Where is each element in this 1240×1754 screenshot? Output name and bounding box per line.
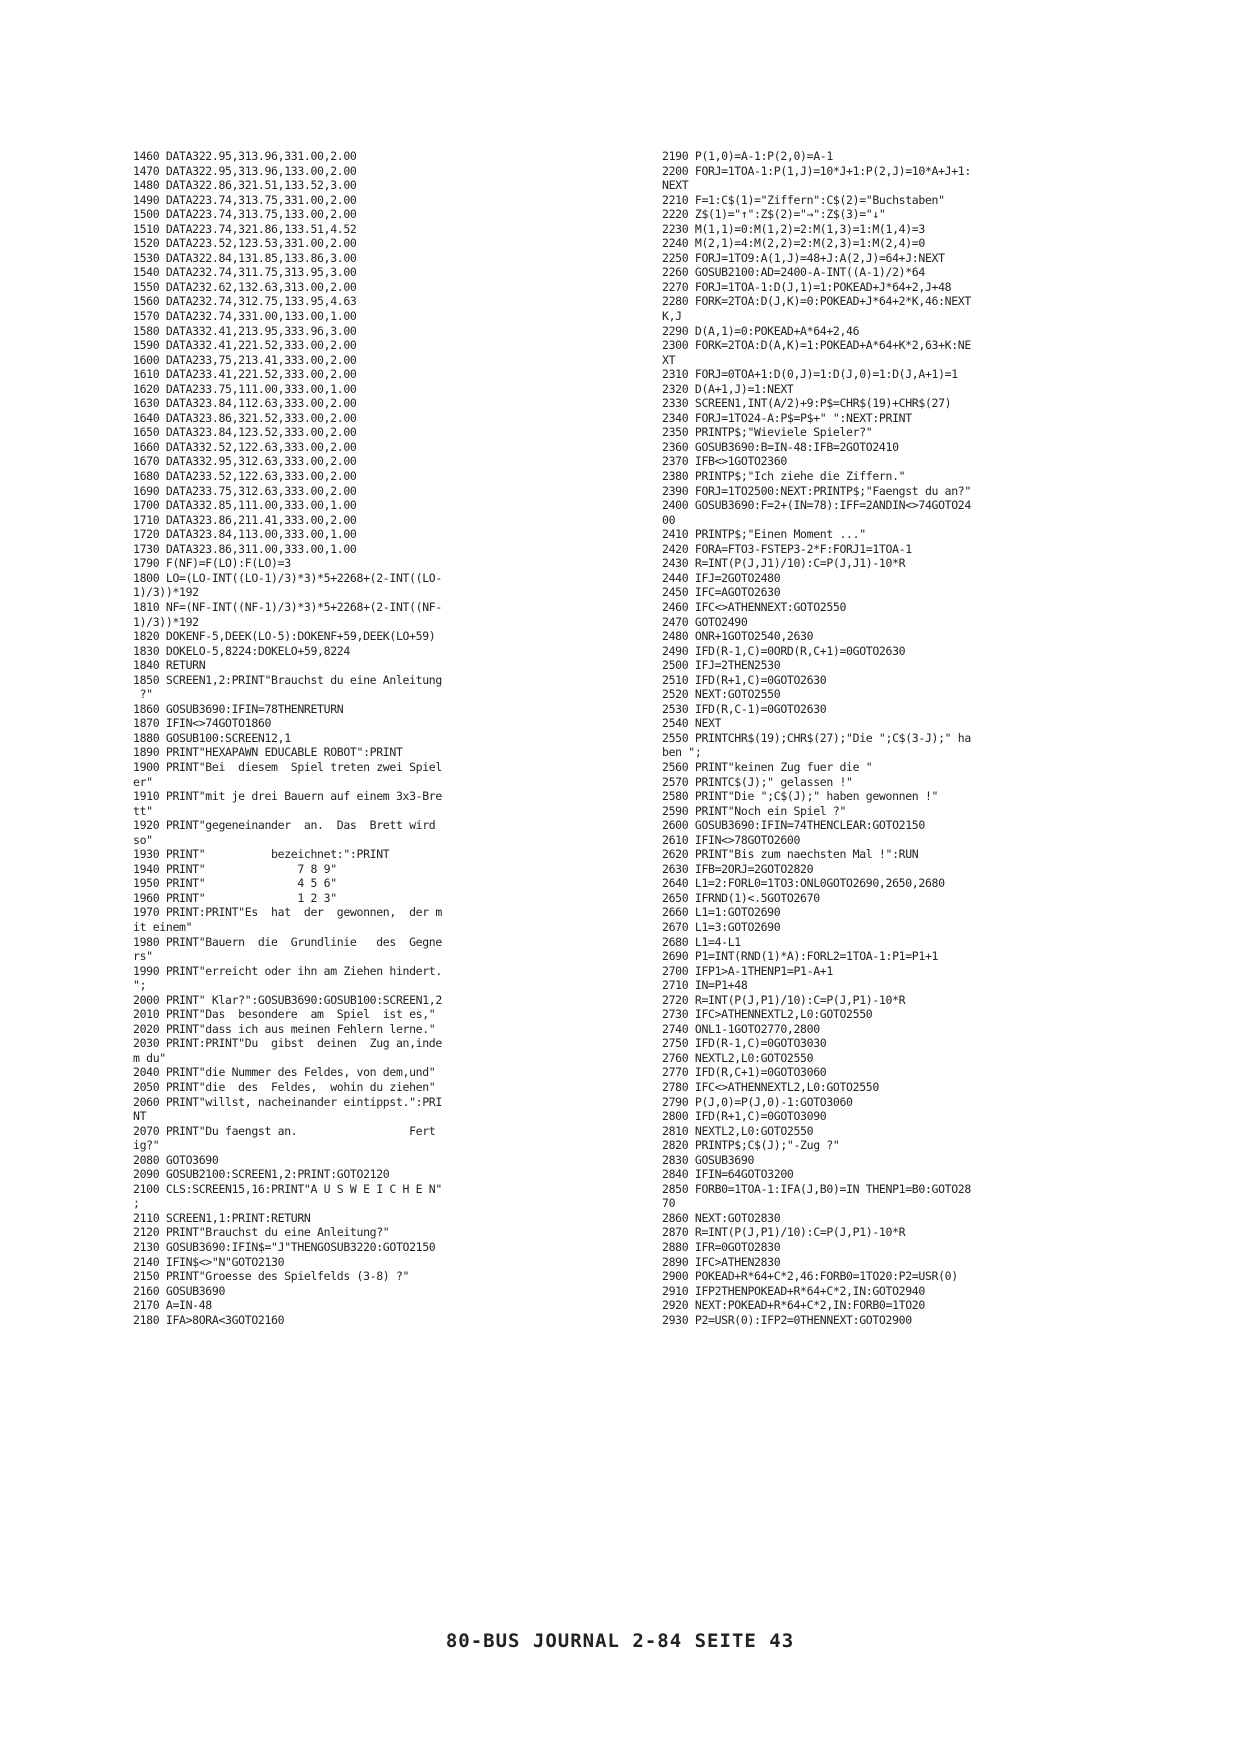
code-line: 1590 DATA332.41,221.52,333.00,2.00 <box>133 338 357 353</box>
code-line: 2890 IFC>ATHEN2830 <box>662 1254 781 1269</box>
code-line: 2030 PRINT:PRINT"Du gibst deinen Zug an,inde <box>133 1036 442 1051</box>
code-line: 2410 PRINTP$;"Einen Moment ..." <box>662 527 866 542</box>
code-line: 1720 DATA323.84,113.00,333.00,1.00 <box>133 527 357 542</box>
code-line: XT <box>662 352 676 367</box>
code-line: 2330 SCREEN1,INT(A/2)+9:P$=CHR$(19)+CHR$(27) <box>662 396 952 411</box>
code-line: 2000 PRINT" Klar?":GOSUB3690:GOSUB100:SCREEN1,2 <box>133 992 442 1007</box>
code-line: ig?" <box>133 1138 160 1153</box>
listing-right-column <box>662 149 1082 1327</box>
code-line: 1680 DATA233.52,122.63,333.00,2.00 <box>133 469 357 484</box>
code-line: 1810 NF=(NF-INT((NF-1)/3)*3)*5+2268+(2-INT((NF- <box>133 599 442 614</box>
code-line: 2780 IFC<>ATHENNEXTL2,L0:GOTO2550 <box>662 1080 879 1094</box>
code-line: 2450 IFC=AGOTO2630 <box>662 585 781 600</box>
code-line: 1470 DATA322.95,313.96,133.00,2.00 <box>133 163 357 178</box>
code-line: 2820 PRINTP$;C$(J);"-Zug ?" <box>662 1138 840 1153</box>
code-line: 70 <box>662 1196 676 1211</box>
code-line: 2600 GOSUB3690:IFIN=74THENCLEAR:GOTO2150 <box>662 818 925 833</box>
code-line: NEXT <box>662 178 689 193</box>
code-line: 1880 GOSUB100:SCREEN12,1 <box>133 730 291 745</box>
code-line: 1650 DATA323.84,123.52,333.00,2.00 <box>133 425 357 440</box>
code-line: 2740 ONL1-1GOTO2770,2800 <box>662 1021 820 1036</box>
code-line: 1710 DATA323.86,211.41,333.00,2.00 <box>133 512 357 527</box>
code-line: 2860 NEXT:GOTO2830 <box>662 1210 781 1225</box>
code-line: 1620 DATA233.75,111.00,333.00,1.00 <box>133 381 357 396</box>
code-line: 1570 DATA232.74,331.00,133.00,1.00 <box>133 309 357 324</box>
code-line: 2730 IFC>ATHENNEXTL2,L0:GOTO2550 <box>662 1007 873 1022</box>
code-line: 2710 IN=P1+48 <box>662 978 748 993</box>
code-line: 2700 IFP1>A-1THENP1=P1-A+1 <box>662 963 833 978</box>
code-line: 2770 IFD(R,C+1)=0GOTO3060 <box>662 1065 827 1080</box>
code-line: 2290 D(A,1)=0:POKEAD+A*64+2,46 <box>662 323 860 338</box>
code-line: 2540 NEXT <box>662 716 722 731</box>
code-line: 1670 DATA332.95,312.63,333.00,2.00 <box>133 454 357 469</box>
code-line: 1660 DATA332.52,122.63,333.00,2.00 <box>133 439 357 454</box>
code-line: 1830 DOKELO-5,8224:DOKELO+59,8224 <box>133 643 350 658</box>
code-line: 2380 PRINTP$;"Ich ziehe die Ziffern." <box>662 469 906 484</box>
code-line: 1920 PRINT"gegeneinander an. Das Brett wird <box>133 818 436 833</box>
code-line: 1500 DATA223.74,313.75,133.00,2.00 <box>133 207 357 222</box>
code-line: "; <box>133 978 147 993</box>
code-line: 1870 IFIN<>74GOTO1860 <box>133 716 272 731</box>
code-line: 2440 IFJ=2GOTO2480 <box>662 570 781 585</box>
code-line: 1980 PRINT"Bauern die Grundlinie des Gegne <box>133 934 442 949</box>
code-line: 1990 PRINT"erreicht oder ihn am Ziehen hindert. <box>133 963 442 978</box>
code-line: ?" <box>133 687 153 702</box>
code-line: K,J <box>662 309 682 324</box>
code-line: 2400 GOSUB3690:F=2+(IN=78):IFF=2ANDIN<>74GOTO24 <box>662 498 971 513</box>
code-line: 1900 PRINT"Bei diesem Spiel treten zwei Spiel <box>133 759 442 774</box>
code-line: 2930 P2=USR(0):IFP2=0THENNEXT:GOTO2900 <box>662 1312 912 1327</box>
code-line: 2490 IFD(R-1,C)=0ORD(R,C+1)=0GOTO2630 <box>662 643 906 658</box>
code-line: 2630 IFB=2ORJ=2GOTO2820 <box>662 861 814 876</box>
code-line: 2650 IFRND(1)<.5GOTO2670 <box>662 890 820 905</box>
code-line: 1800 LO=(LO-INT((LO-1)/3)*3)*5+2268+(2-INT((LO- <box>133 570 442 585</box>
code-line: 1460 DATA322.95,313.96,331.00,2.00 <box>133 149 357 163</box>
listing-left-column <box>133 149 553 1327</box>
code-line: 2670 L1=3:GOTO2690 <box>662 919 781 934</box>
code-line: 1510 DATA223.74,321.86,133.51,4.52 <box>133 221 357 236</box>
code-line: 2010 PRINT"Das besondere am Spiel ist es," <box>133 1007 436 1022</box>
code-line: 2360 GOSUB3690:B=IN-48:IFB=2GOTO2410 <box>662 439 899 454</box>
code-line: 2180 IFA>8ORA<3GOTO2160 <box>133 1312 285 1327</box>
code-line: 2100 CLS:SCREEN15,16:PRINT"A U S W E I C H E N" <box>133 1181 442 1196</box>
code-line: 2060 PRINT"willst, nacheinander eintippst.":PRI <box>133 1094 442 1109</box>
code-line: 2830 GOSUB3690 <box>662 1152 755 1167</box>
code-line: 2140 IFIN$<>"N"GOTO2130 <box>133 1254 285 1269</box>
code-line: 2170 A=IN-48 <box>133 1298 212 1313</box>
code-line: 1910 PRINT"mit je drei Bauern auf einem 3x3-Bre <box>133 789 442 804</box>
code-line: ben "; <box>662 745 702 760</box>
code-line: 00 <box>662 512 676 527</box>
code-line: er" <box>133 774 153 789</box>
code-line: 2160 GOSUB3690 <box>133 1283 226 1298</box>
code-line: 2200 FORJ=1TOA-1:P(1,J)=10*J+1:P(2,J)=10*A+J+1: <box>662 163 971 178</box>
code-line: 2720 R=INT(P(J,P1)/10):C=P(J,P1)-10*R <box>662 992 906 1007</box>
code-line: 1730 DATA323.86,311.00,333.00,1.00 <box>133 541 357 556</box>
code-line: 2460 IFC<>ATHENNEXT:GOTO2550 <box>662 599 847 614</box>
code-line: 2350 PRINTP$;"Wieviele Spieler?" <box>662 425 873 440</box>
code-line: 2920 NEXT:POKEAD+R*64+C*2,IN:FORB0=1TO20 <box>662 1298 925 1313</box>
code-line: rs" <box>133 949 153 964</box>
code-line: 2430 R=INT(P(J,J1)/10):C=P(J,J1)-10*R <box>662 556 906 571</box>
code-line: 2760 NEXTL2,L0:GOTO2550 <box>662 1050 814 1065</box>
code-line: 2560 PRINT"keinen Zug fuer die " <box>662 759 873 774</box>
code-line: 2150 PRINT"Groesse des Spielfelds (3-8) ?" <box>133 1269 410 1284</box>
code-line: 1690 DATA233.75,312.63,333.00,2.00 <box>133 483 357 498</box>
code-line: 1490 DATA223.74,313.75,331.00,2.00 <box>133 192 357 207</box>
code-line: 2260 GOSUB2100:AD=2400-A-INT((A-1)/2)*64 <box>662 265 925 280</box>
code-line: 1840 RETURN <box>133 658 206 673</box>
code-line: 1480 DATA322.86,321.51,133.52,3.00 <box>133 178 357 193</box>
code-line: 2050 PRINT"die des Feldes, wohin du ziehen" <box>133 1080 436 1094</box>
code-line: 2250 FORJ=1TO9:A(1,J)=48+J:A(2,J)=64+J:NEXT <box>662 250 945 265</box>
code-line: 2130 GOSUB3690:IFIN$="J"THENGOSUB3220:GOTO2150 <box>133 1240 436 1255</box>
code-line: 1950 PRINT" 4 5 6" <box>133 876 337 891</box>
code-line: 1610 DATA233.41,221.52,333.00,2.00 <box>133 367 357 382</box>
code-line: 1850 SCREEN1,2:PRINT"Brauchst du eine Anleitung <box>133 672 442 687</box>
code-line: 1860 GOSUB3690:IFIN=78THENRETURN <box>133 701 344 716</box>
code-line: so" <box>133 832 153 847</box>
code-line: 2750 IFD(R-1,C)=0GOTO3030 <box>662 1036 827 1051</box>
code-line: 2870 R=INT(P(J,P1)/10):C=P(J,P1)-10*R <box>662 1225 906 1240</box>
code-line: 2680 L1=4-L1 <box>662 934 741 949</box>
code-line: 2340 FORJ=1TO24-A:P$=P$+" ":NEXT:PRINT <box>662 410 912 425</box>
code-line: 1530 DATA322.84,131.85,133.86,3.00 <box>133 250 357 265</box>
code-line: 2300 FORK=2TOA:D(A,K)=1:POKEAD+A*64+K*2,63+K:NE <box>662 338 971 353</box>
code-line: 2620 PRINT"Bis zum naechsten Mal !":RUN <box>662 847 919 862</box>
code-line: 2790 P(J,0)=P(J,0)-1:GOTO3060 <box>662 1094 853 1109</box>
code-line: 1700 DATA332.85,111.00,333.00,1.00 <box>133 498 357 513</box>
code-line: 2240 M(2,1)=4:M(2,2)=2:M(2,3)=1:M(2,4)=0 <box>662 236 925 251</box>
page-footer: 80-BUS JOURNAL 2-84 SEITE 43 <box>445 1630 795 1652</box>
code-line: 1520 DATA223.52,123.53,331.00,2.00 <box>133 236 357 251</box>
code-line: 1640 DATA323.86,321.52,333.00,2.00 <box>133 410 357 425</box>
code-line: 1630 DATA323.84,112.63,333.00,2.00 <box>133 396 357 411</box>
code-line: 1970 PRINT:PRINT"Es hat der gewonnen, der m <box>133 905 442 920</box>
code-line: 1550 DATA232.62,132.63,313.00,2.00 <box>133 279 357 294</box>
code-line: 2660 L1=1:GOTO2690 <box>662 905 781 920</box>
code-line: 2110 SCREEN1,1:PRINT:RETURN <box>133 1210 311 1225</box>
code-line: 2190 P(1,0)=A-1:P(2,0)=A-1 <box>662 149 833 163</box>
code-line: 2900 POKEAD+R*64+C*2,46:FORB0=1TO20:P2=USR(0) <box>662 1269 958 1284</box>
code-line: 2230 M(1,1)=0:M(1,2)=2:M(1,3)=1:M(1,4)=3 <box>662 221 925 236</box>
code-line: 2210 F=1:C$(1)="Ziffern":C$(2)="Buchstaben" <box>662 192 945 207</box>
code-line: NT <box>133 1109 147 1124</box>
code-line: 2810 NEXTL2,L0:GOTO2550 <box>662 1123 814 1138</box>
code-line: 1580 DATA332.41,213.95,333.96,3.00 <box>133 323 357 338</box>
code-line: 2590 PRINT"Noch ein Spiel ?" <box>662 803 847 818</box>
code-line: ; <box>133 1196 140 1211</box>
code-line: 2610 IFIN<>78GOTO2600 <box>662 832 801 847</box>
code-line: 2520 NEXT:GOTO2550 <box>662 687 781 702</box>
code-line: 2390 FORJ=1TO2500:NEXT:PRINTP$;"Faengst du an?" <box>662 483 971 498</box>
code-line: 1600 DATA233,75,213.41,333.00,2.00 <box>133 352 357 367</box>
code-line: 2040 PRINT"die Nummer des Feldes, von dem,und" <box>133 1065 436 1080</box>
code-line: 2800 IFD(R+1,C)=0GOTO3090 <box>662 1109 827 1124</box>
code-line: 2370 IFB<>1GOTO2360 <box>662 454 787 469</box>
code-line: 2480 ONR+1GOTO2540,2630 <box>662 629 814 644</box>
code-line: 1)/3))*192 <box>133 614 199 629</box>
code-line: 2690 P1=INT(RND(1)*A):FORL2=1TOA-1:P1=P1+1 <box>662 949 939 964</box>
code-line: 1930 PRINT" bezeichnet:":PRINT <box>133 847 390 862</box>
code-line: 2500 IFJ=2THEN2530 <box>662 658 781 673</box>
code-line: m du" <box>133 1050 166 1065</box>
code-line: 2880 IFR=0GOTO2830 <box>662 1240 781 1255</box>
code-line: 2910 IFP2THENPOKEAD+R*64+C*2,IN:GOTO2940 <box>662 1283 925 1298</box>
code-line: 1940 PRINT" 7 8 9" <box>133 861 337 876</box>
code-line: 2080 GOTO3690 <box>133 1152 219 1167</box>
code-line: 1)/3))*192 <box>133 585 199 600</box>
code-line: 2070 PRINT"Du faengst an. Fert <box>133 1123 436 1138</box>
code-line: 2850 FORB0=1TOA-1:IFA(J,B0)=IN THENP1=B0:GOTO28 <box>662 1181 971 1196</box>
code-line: 2640 L1=2:FORL0=1TO3:ONL0GOTO2690,2650,2680 <box>662 876 945 891</box>
code-line: 1790 F(NF)=F(LO):F(LO)=3 <box>133 556 291 571</box>
code-line: 1890 PRINT"HEXAPAWN EDUCABLE ROBOT":PRINT <box>133 745 403 760</box>
code-line: 2470 GOTO2490 <box>662 614 748 629</box>
code-line: 2580 PRINT"Die ";C$(J);" haben gewonnen !" <box>662 789 939 804</box>
code-line: 2270 FORJ=1TOA-1:D(J,1)=1:POKEAD+J*64+2,J+48 <box>662 279 952 294</box>
code-line: 1960 PRINT" 1 2 3" <box>133 890 337 905</box>
code-line: 2320 D(A+1,J)=1:NEXT <box>662 381 794 396</box>
code-line: it einem" <box>133 919 193 934</box>
code-line: 1820 DOKENF-5,DEEK(LO-5):DOKENF+59,DEEK(LO+59) <box>133 629 436 644</box>
code-line: 2510 IFD(R+1,C)=0GOTO2630 <box>662 672 827 687</box>
code-line: 2090 GOSUB2100:SCREEN1,2:PRINT:GOTO2120 <box>133 1167 390 1182</box>
code-line: 2570 PRINTC$(J);" gelassen !" <box>662 774 853 789</box>
code-line: tt" <box>133 803 153 818</box>
code-line: 1560 DATA232.74,312.75,133.95,4.63 <box>133 294 357 309</box>
code-line: 2120 PRINT"Brauchst du eine Anleitung?" <box>133 1225 390 1240</box>
code-line: 1540 DATA232.74,311.75,313.95,3.00 <box>133 265 357 280</box>
code-line: 2420 FORA=FTO3-FSTEP3-2*F:FORJ1=1TOA-1 <box>662 541 912 556</box>
code-line: 2280 FORK=2TOA:D(J,K)=0:POKEAD+J*64+2*K,46:NEXT <box>662 294 971 309</box>
code-line: 2550 PRINTCHR$(19);CHR$(27);"Die ";C$(3-J);" ha <box>662 730 971 745</box>
code-line: 2310 FORJ=0TOA+1:D(0,J)=1:D(J,0)=1:D(J,A+1)=1 <box>662 367 958 382</box>
code-line: 2840 IFIN=64GOTO3200 <box>662 1167 794 1182</box>
code-line: 2020 PRINT"dass ich aus meinen Fehlern lerne." <box>133 1021 436 1036</box>
code-line: 2530 IFD(R,C-1)=0GOTO2630 <box>662 701 827 716</box>
code-line: 2220 Z$(1)="↑":Z$(2)="→":Z$(3)="↓" <box>662 207 886 222</box>
